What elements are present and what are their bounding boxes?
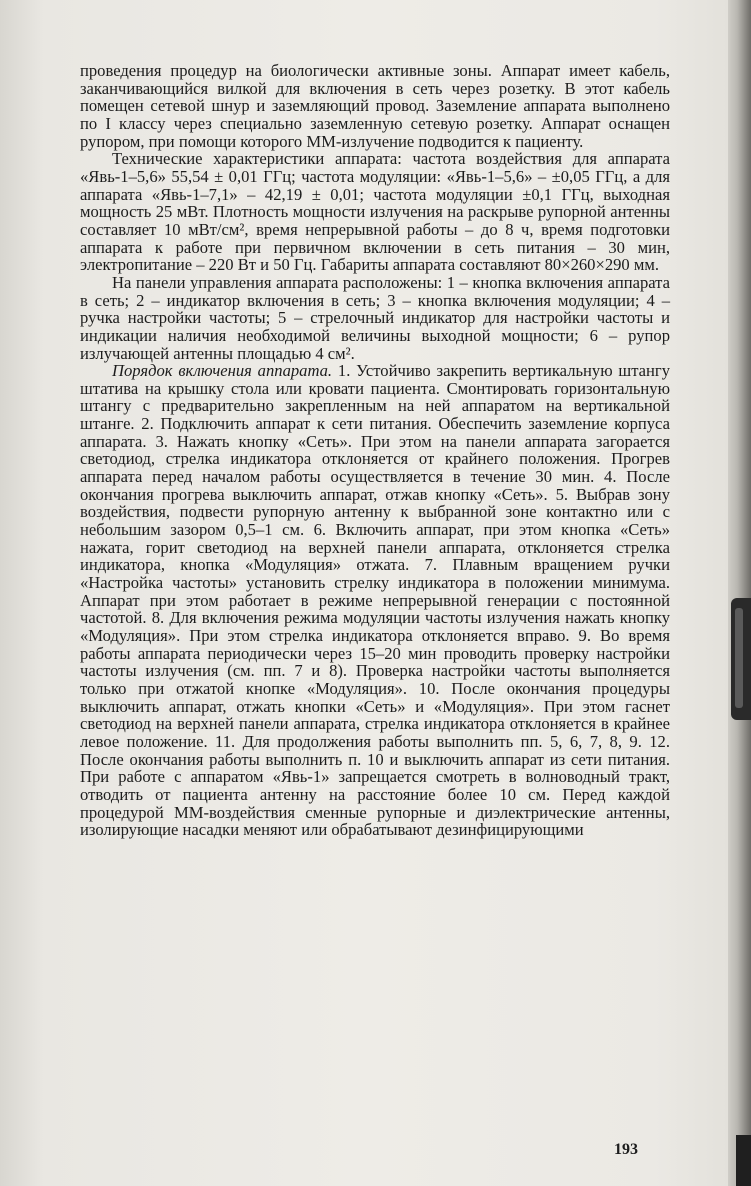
paragraph-startup-procedure	[80, 362, 670, 839]
page-edge-tab	[731, 598, 751, 720]
paragraph-control-panel: На панели управления аппарата расположены: 1 – кнопка включения аппарата в сеть; 2 – индикатор включения в сеть; 3 – кнопка включения модуляции; 4 – ручка настройки частоты; 5 – стрелочный индикатор для настройки частоты и индикации наличия необходимой величины выходной мощности; 6 – рупор излучающей антенны площадью 4 см².	[80, 272, 670, 363]
page-edge-shadow	[736, 1135, 751, 1186]
section-heading-inline: Порядок включения аппарата.	[112, 361, 333, 381]
page-number: 193	[614, 1141, 638, 1158]
book-binding-edge	[728, 0, 751, 1186]
body-text	[80, 62, 670, 839]
paragraph-technical-specs: Технические характеристики аппарата: частота воздействия для аппарата «Явь-1–5,6» 55,54 ± 0,01 ГГц; частота модуляции: «Явь-1–5,6» – ±0,05 ГГц, а для аппарата «Явь-1–7,1» – 42,19 ± 0,01; частота модуляции ±0,1 ГГц, выходная мощность 25 мВт. Плотность мощности излучения на раскрыве рупорной антенны составляет 10 мВт/см², время непрерывной работы – до 8 ч, время подготовки аппарата к работе при первичном включении в сеть питания – 30 мин, электропитание – 220 Вт и 50 Гц. Габариты аппарата составляют 80×260×290 мм.	[80, 149, 670, 275]
startup-procedure-text: 1. Устойчиво закрепить вертикальную штангу штатива на крышку стола или кровати пациента. Смонтировать горизонтальную штангу с предварительно закрепленным на ней аппаратом на вертикальной штанге. 2. Подключить аппарат к сети питания. Обеспечить заземление корпуса аппарата. 3. Нажать кнопку «Сеть». При этом на панели аппарата загорается светодиод, стрелка индикатора отклоняется от крайнего положения. Прогрев аппарата перед началом работы осуществляется в течение 30 мин. 4. После окончания прогрева выключить аппарат, отжав кнопку «Сеть». 5. Выбрав зону воздействия, подвести рупорную антенну к выбранной зоне контактно или с небольшим зазором 0,5–1 см. 6. Включить аппарат, при этом кнопка «Сеть» нажата, горит светодиод на верхней панели аппарата, отклоняется стрелка индикатора, кнопка «Модуляция» отжата. 7. Плавным вращением ручки «Настройка частоты» установить стрелку индикатора в положении минимума. Аппарат при этом работает в режиме непрерывной генерации с постоянной частотой. 8. Для включения режима модуляции частоты излучения нажать кнопку «Модуляция». При этом стрелка индикатора отклоняется вправо. 9. Во время работы аппарата периодически через 15–20 мин проводить проверку настройки частоты излучения (см. пп. 7 и 8). Проверка настройки частоты выполняется только при отжатой кнопке «Модуляция». 10. После окончания процедуры выключить аппарат, отжать кнопки «Сеть» и «Модуляция». При этом гаснет светодиод на верхней панели аппарата, стрелка индикатора отклоняется в крайнее левое положение. 11. Для продолжения работы выполнить пп. 5, 6, 7, 8, 9. 12. После окончания работы выполнить п. 10 и выключить аппарат из сети питания. При работе с аппаратом «Явь-1» запрещается смотреть в волноводный тракт, отводить от пациента антенну на расстояние более 10 см. Перед каждой процедурой ММ-воздействия сменные рупорные и диэлектрические антенны, изолирующие насадки меняют или обрабатывают дезинфицирующими	[80, 361, 670, 840]
paragraph-continuation: проведения процедур на биологически активные зоны. Аппарат имеет кабель, заканчивающийся вилкой для включения в сеть через розетку. В этот кабель помещен сетевой шнур и заземляющий провод. Заземление аппарата выполнено по I классу через специально заземленную сетевую розетку. Аппарат оснащен рупором, при помощи которого ММ-излучение подводится к пациенту.	[80, 61, 670, 151]
